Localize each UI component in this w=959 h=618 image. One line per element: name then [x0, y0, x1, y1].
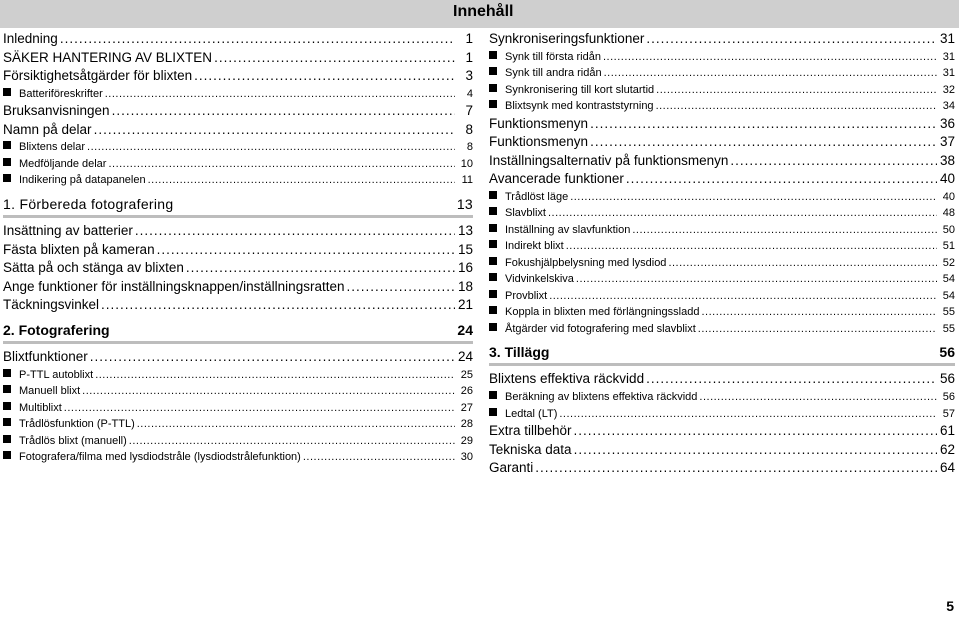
entry-label: Ange funktioner för inställningsknappen/inställningsratten — [3, 278, 345, 294]
entry-page: 29 — [460, 434, 473, 447]
entry-page: 61 — [939, 423, 955, 439]
entry-page: 62 — [939, 441, 955, 457]
entry-page: 51 — [942, 240, 955, 253]
dot-leader — [90, 348, 455, 367]
entry-page: 48 — [942, 207, 955, 220]
entry-label: Blixtens effektiva räckvidd — [489, 371, 645, 387]
toc-subentry[interactable] — [489, 288, 955, 305]
dot-leader — [576, 271, 937, 288]
entry-page: 57 — [942, 407, 955, 420]
entry-page: 31 — [939, 31, 955, 46]
entry-label: Avancerade funktioner — [489, 171, 624, 187]
entry-page: 8 — [466, 141, 473, 154]
square-bullet-icon — [3, 141, 11, 149]
entry-page: 16 — [457, 260, 473, 276]
entry-page: 50 — [942, 223, 955, 236]
dot-leader — [604, 65, 937, 82]
toc-subentry[interactable] — [489, 189, 955, 206]
section-page: 13 — [456, 195, 473, 212]
square-bullet-icon — [489, 207, 497, 215]
square-bullet-icon — [489, 240, 497, 248]
entry-label: Indikering på datapanelen — [19, 174, 146, 187]
entry-label: Synkronisering till kort slutartid — [505, 83, 655, 96]
toc-entry[interactable] — [3, 348, 473, 367]
dot-leader — [590, 133, 937, 152]
entry-label: Försiktighetsåtgärder för blixten — [3, 68, 193, 84]
entry-page: 56 — [939, 371, 955, 387]
dot-leader — [549, 288, 937, 305]
toc-entry[interactable] — [3, 102, 473, 121]
entry-label: SÄKER HANTERING AV BLIXTEN — [3, 49, 213, 65]
dot-leader — [603, 49, 937, 66]
section-page: 24 — [457, 321, 473, 338]
dot-leader — [574, 422, 937, 441]
dot-leader — [303, 449, 455, 466]
section-label: 2. Fotografering — [3, 321, 110, 338]
dot-leader — [668, 255, 937, 272]
entry-page: 4 — [466, 87, 473, 100]
dot-leader — [626, 170, 937, 189]
entry-page: 8 — [465, 121, 473, 137]
toc-entry[interactable] — [3, 241, 473, 260]
toc-subentry[interactable] — [489, 406, 955, 423]
square-bullet-icon — [489, 224, 497, 232]
dot-leader — [60, 30, 455, 49]
dot-leader — [566, 238, 937, 255]
entry-label: Slavblixt — [505, 207, 546, 220]
entry-page: 28 — [460, 418, 473, 431]
dot-leader — [186, 259, 455, 278]
toc-entry[interactable] — [3, 121, 473, 140]
dot-leader — [194, 67, 455, 86]
entry-page: 52 — [942, 256, 955, 269]
toc-subentry[interactable] — [489, 205, 955, 222]
toc-subentry[interactable] — [3, 86, 473, 103]
dot-leader — [656, 82, 937, 99]
entry-page: 36 — [939, 115, 955, 131]
entry-label: Koppla in blixten med förlängningssladd — [505, 306, 700, 319]
section-label: 1. Förbereda fotografering — [3, 195, 174, 212]
dot-leader — [701, 304, 937, 321]
entry-label: Fotografera/filma med lysdiodstråle (lysdiodstrålefunktion) — [19, 451, 301, 464]
dot-leader — [646, 370, 937, 389]
dot-leader — [82, 383, 455, 400]
toc-entry[interactable] — [489, 30, 955, 49]
entry-page: 64 — [939, 460, 955, 476]
entry-label: Extra tillbehör — [489, 423, 572, 439]
page-title: Innehåll — [453, 3, 514, 20]
toc-subentry[interactable] — [3, 172, 473, 189]
entry-page: 38 — [939, 152, 955, 168]
toc-subentry[interactable] — [489, 389, 955, 406]
dot-leader — [559, 406, 937, 423]
entry-page: 54 — [942, 289, 955, 302]
entry-page: 56 — [942, 391, 955, 404]
entry-label: Ledtal (LT) — [505, 407, 558, 420]
entry-label: Blixtfunktioner — [3, 348, 88, 364]
toc-entry[interactable] — [3, 296, 473, 315]
entry-page: 34 — [942, 100, 955, 113]
dot-leader — [632, 222, 937, 239]
toc-entry[interactable] — [3, 222, 473, 241]
toc-subentry[interactable] — [489, 271, 955, 288]
entry-page: 3 — [465, 68, 473, 84]
toc-entry[interactable] — [3, 49, 473, 68]
entry-label: Synk till första ridån — [505, 50, 601, 63]
square-bullet-icon — [489, 408, 497, 416]
toc-entry[interactable] — [489, 370, 955, 389]
dot-leader — [699, 389, 937, 406]
square-bullet-icon — [3, 385, 11, 393]
entry-label: P-TTL autoblixt — [19, 368, 94, 381]
entry-page: 55 — [942, 322, 955, 335]
entry-page: 1 — [465, 49, 473, 65]
square-bullet-icon — [489, 67, 497, 75]
square-bullet-icon — [489, 306, 497, 314]
entry-page: 31 — [942, 50, 955, 63]
toc-entry[interactable] — [489, 115, 955, 134]
entry-label: Manuell blixt — [19, 385, 81, 398]
toc-subentry[interactable] — [3, 139, 473, 156]
square-bullet-icon — [489, 323, 497, 331]
dot-leader — [112, 102, 455, 121]
toc-right-column — [489, 30, 955, 478]
entry-page: 37 — [939, 134, 955, 150]
toc-section-heading[interactable] — [489, 341, 955, 366]
entry-page: 10 — [460, 157, 473, 170]
entry-label: Synk till andra ridån — [505, 67, 602, 80]
square-bullet-icon — [489, 100, 497, 108]
entry-page: 7 — [465, 103, 473, 119]
entry-page: 11 — [461, 174, 473, 187]
entry-label: Fokushjälpbelysning med lysdiod — [505, 256, 667, 269]
dot-leader — [148, 172, 455, 189]
toc-subentry[interactable] — [489, 304, 955, 321]
dot-leader — [157, 241, 455, 260]
entry-page: 32 — [942, 83, 955, 96]
toc-entry[interactable] — [489, 459, 955, 478]
square-bullet-icon — [489, 191, 497, 199]
title-bar — [0, 0, 959, 28]
square-bullet-icon — [3, 402, 11, 410]
entry-label: Inställning av slavfunktion — [505, 223, 631, 236]
square-bullet-icon — [3, 369, 11, 377]
square-bullet-icon — [489, 84, 497, 92]
toc-entry[interactable] — [3, 67, 473, 86]
dot-leader — [646, 30, 937, 49]
dot-leader — [94, 121, 455, 140]
entry-label: Trådlösfunktion (P-TTL) — [19, 418, 135, 431]
dot-leader — [730, 152, 937, 171]
square-bullet-icon — [489, 391, 497, 399]
dot-leader — [101, 296, 455, 315]
toc-subentry[interactable] — [489, 222, 955, 239]
toc-subentry[interactable] — [3, 416, 473, 433]
entry-page: 25 — [460, 368, 473, 381]
dot-leader — [535, 459, 937, 478]
entry-label: Funktionsmenyn — [489, 115, 589, 131]
entry-label: Multiblixt — [19, 401, 62, 414]
toc-subentry[interactable] — [489, 238, 955, 255]
entry-label: Insättning av batterier — [3, 222, 133, 238]
entry-page: 27 — [460, 401, 473, 414]
square-bullet-icon — [3, 174, 11, 182]
entry-label: Sätta på och stänga av blixten — [3, 260, 184, 276]
toc-entry[interactable] — [489, 422, 955, 441]
entry-label: Beräkning av blixtens effektiva räckvidd — [505, 391, 698, 404]
square-bullet-icon — [3, 435, 11, 443]
entry-label: Blixtens delar — [19, 141, 86, 154]
entry-label: Fästa blixten på kameran — [3, 241, 155, 257]
toc-entry[interactable] — [3, 30, 473, 49]
entry-label: Blixtsynk med kontraststyrning — [505, 100, 654, 113]
entry-page: 31 — [942, 67, 955, 80]
toc-entry[interactable] — [489, 441, 955, 460]
entry-page: 13 — [457, 222, 473, 238]
square-bullet-icon — [489, 51, 497, 59]
toc-subentry[interactable] — [489, 49, 955, 66]
entry-label: Batteriföreskrifter — [19, 87, 103, 100]
square-bullet-icon — [489, 273, 497, 281]
square-bullet-icon — [3, 418, 11, 426]
entry-page: 54 — [942, 273, 955, 286]
toc-subentry[interactable] — [489, 65, 955, 82]
entry-page: 1 — [465, 31, 473, 46]
dot-leader — [64, 400, 455, 417]
entry-page: 15 — [457, 241, 473, 257]
toc-subentry[interactable] — [489, 321, 955, 338]
toc-section-heading[interactable] — [3, 319, 473, 344]
toc-subentry[interactable] — [3, 156, 473, 173]
entry-label: Åtgärder vid fotografering med slavblixt — [505, 322, 696, 335]
dot-leader — [590, 115, 937, 134]
toc-subentry[interactable] — [489, 98, 955, 115]
entry-label: Synkroniseringsfunktioner — [489, 31, 645, 46]
entry-page: 30 — [460, 451, 473, 464]
dot-leader — [135, 222, 455, 241]
square-bullet-icon — [3, 88, 11, 96]
toc-left-column — [3, 30, 473, 466]
entry-label: Garanti — [489, 460, 534, 476]
entry-page: 40 — [939, 171, 955, 187]
square-bullet-icon — [489, 257, 497, 265]
entry-page: 55 — [942, 306, 955, 319]
toc-entry[interactable] — [3, 278, 473, 297]
entry-label: Täckningsvinkel — [3, 297, 100, 313]
dot-leader — [87, 139, 455, 156]
dot-leader — [570, 189, 937, 206]
dot-leader — [698, 321, 937, 338]
toc-section-heading[interactable] — [3, 193, 473, 218]
dot-leader — [108, 156, 455, 173]
entry-label: Vidvinkelskiva — [505, 273, 574, 286]
toc-subentry[interactable] — [489, 82, 955, 99]
dot-leader — [548, 205, 937, 222]
page-number: 5 — [946, 598, 954, 614]
entry-page: 26 — [460, 385, 473, 398]
entry-label: Provblixt — [505, 289, 548, 302]
entry-label: Funktionsmenyn — [489, 134, 589, 150]
entry-label: Indirekt blixt — [505, 240, 564, 253]
entry-page: 40 — [942, 190, 955, 203]
dot-leader — [95, 367, 455, 384]
dot-leader — [656, 98, 937, 115]
entry-page: 24 — [457, 348, 473, 364]
toc-subentry[interactable] — [3, 400, 473, 417]
dot-leader — [137, 416, 455, 433]
dot-leader — [105, 86, 455, 103]
toc-entry[interactable] — [489, 170, 955, 189]
entry-label: Inställningsalternativ på funktionsmenyn — [489, 152, 729, 168]
square-bullet-icon — [3, 451, 11, 459]
entry-label: Inledning — [3, 31, 58, 46]
toc-entry[interactable] — [489, 152, 955, 171]
entry-label: Trådlöst läge — [505, 190, 569, 203]
toc-subentry[interactable] — [489, 255, 955, 272]
section-label: 3. Tillägg — [489, 344, 550, 361]
entry-label: Namn på delar — [3, 121, 92, 137]
toc-subentry[interactable] — [3, 383, 473, 400]
toc-entry[interactable] — [489, 133, 955, 152]
entry-label: Tekniska data — [489, 441, 572, 457]
entry-label: Bruksanvisningen — [3, 103, 110, 119]
entry-page: 21 — [457, 297, 473, 313]
toc-entry[interactable] — [3, 259, 473, 278]
section-page: 56 — [939, 344, 955, 361]
toc-subentry[interactable] — [3, 367, 473, 384]
entry-label: Trådlös blixt (manuell) — [19, 434, 127, 447]
dot-leader — [214, 49, 455, 68]
toc-subentry[interactable] — [3, 433, 473, 450]
toc-subentry[interactable] — [3, 449, 473, 466]
entry-label: Medföljande delar — [19, 157, 107, 170]
dot-leader — [346, 278, 455, 297]
entry-page: 18 — [457, 278, 473, 294]
dot-leader — [574, 441, 937, 460]
square-bullet-icon — [3, 158, 11, 166]
dot-leader — [129, 433, 455, 450]
square-bullet-icon — [489, 290, 497, 298]
